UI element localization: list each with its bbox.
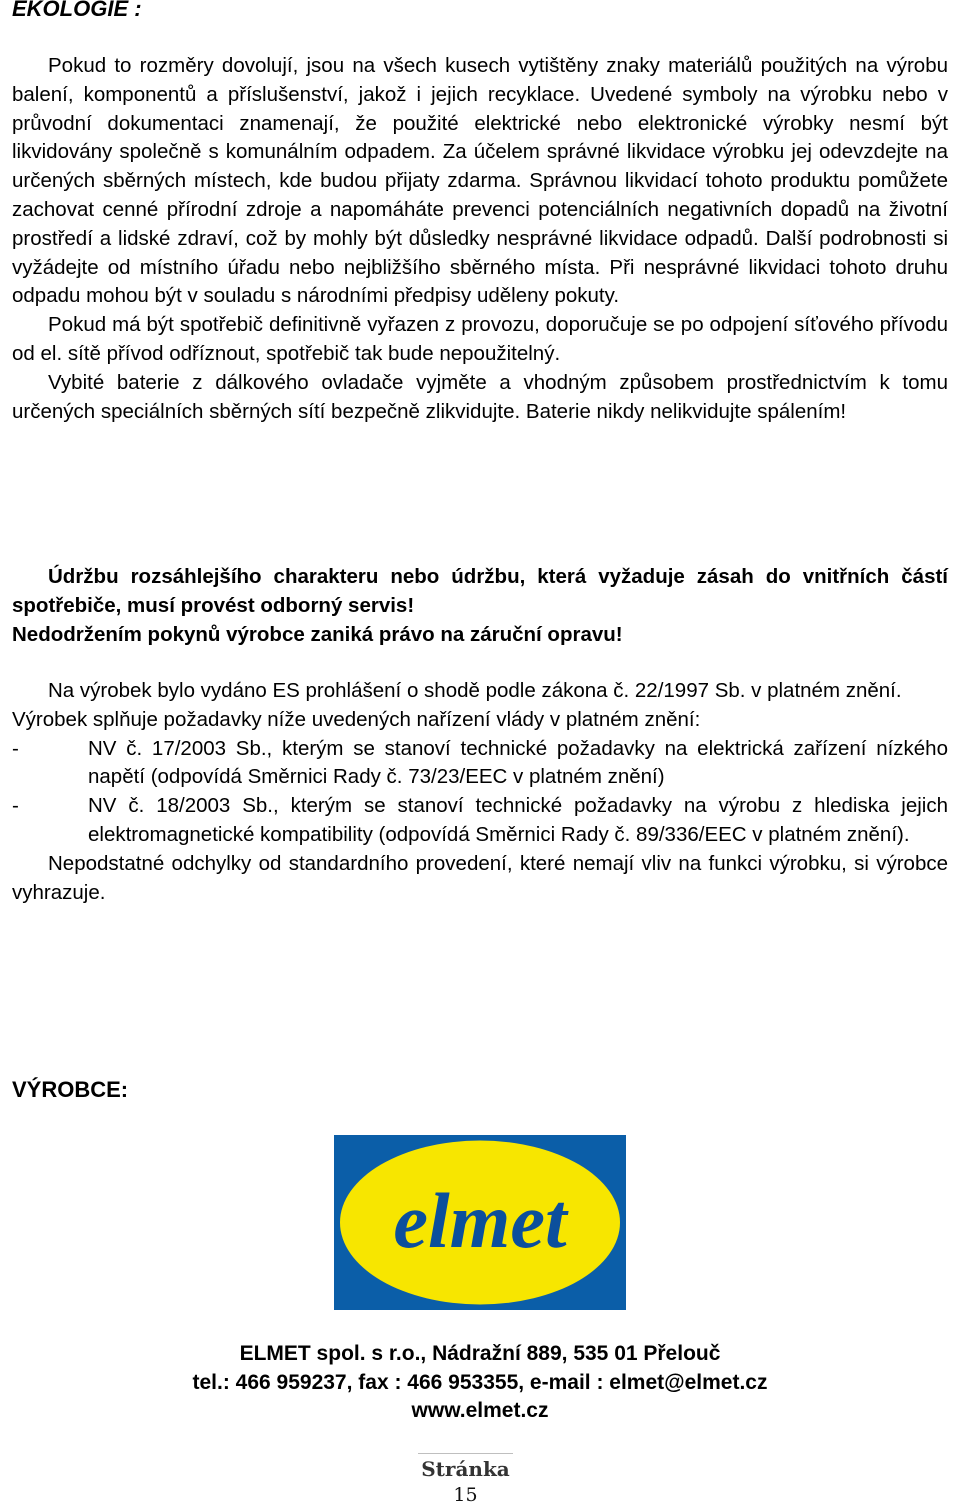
producer-heading: VÝROBCE:	[12, 1077, 129, 1102]
page-number: 15	[453, 1484, 478, 1506]
warranty-warning: Nedodržením pokynů výrobce zaniká právo na záruční opravu!	[12, 622, 623, 646]
ecology-paragraph-batteries: Vybité baterie z dálkového ovladače vyjměte a vhodným způsobem prostřednictvím k tomu určených speciálních sběrných sítí bezpečně zlikvidujte. Baterie nikdy nelikvidujte spálením!	[12, 370, 948, 423]
company-phone-email: tel.: 466 959237, fax : 466 953355, e-mail : elmet@elmet.cz	[192, 1370, 768, 1394]
list-dash: -	[12, 736, 19, 760]
page-footer	[418, 1453, 513, 1508]
regulations-intro: Výrobek splňuje požadavky níže uvedených nařízení vlády v platném znění:	[12, 707, 701, 731]
ecology-section	[12, 52, 948, 426]
list-dash: -	[12, 794, 19, 818]
warning-section	[12, 563, 948, 649]
ecology-heading: EKOLOGIE :	[12, 0, 142, 21]
logo-text: elmet	[393, 1177, 567, 1264]
elmet-logo	[334, 1135, 626, 1310]
company-address: ELMET spol. s r.o., Nádražní 889, 535 01 Přelouč	[239, 1342, 721, 1365]
regulations-list	[12, 735, 948, 850]
manufacturer-disclaimer: Nepodstatné odchylky od standardního provedení, které nemají vliv na funkci výrobku, si výrobce vyhrazuje.	[12, 851, 948, 904]
regulation-item	[12, 792, 948, 850]
company-website: www.elmet.cz	[411, 1399, 549, 1422]
compliance-section	[12, 677, 948, 907]
page-label: Stránka	[421, 1457, 510, 1481]
ecology-paragraph-disposal: Pokud má být spotřebič definitivně vyřazen z provozu, doporučuje se po odpojení síťového přívodu od el. sítě přívod odříznout, spotřebič tak bude nepoužitelný.	[12, 313, 948, 365]
regulation-item	[12, 735, 948, 793]
elmet-logo-graphic	[334, 1135, 626, 1310]
ecology-paragraph-recycling: Pokud to rozměry dovolují, jsou na všech kusech vytištěny znaky materiálů použitých na výrobu balení, komponentů a příslušenství, jakož i jejich recyklace. Uvedené symboly na výrobku nebo v průvodní dokumentaci znamenají, že použité elektrické nebo elektronické výrobky nesmí být likvidovány společně s komunálním odpadem. Za účelem správné likvidace výrobku jej odevzdejte na určených sběrných místech, kde budou přijaty zdarma. Správnou likvidací tohoto produktu pomůžete zachovat cenné přírodní zdroje a napomáháte prevenci potenciálních negativních dopadů na životní prostředí a lidské zdraví, což by mohly být důsledky nesprávné likvidace odpadů. Další podrobnosti si vyžádejte od místního úřadu nebo nejbližšího sběrného místa. Při nesprávné likvidaci tohoto druhu odpadu mohou být v souladu s národními předpisy uděleny pokuty.	[12, 54, 948, 308]
contact-block	[12, 1340, 948, 1426]
regulation-text: NV č. 17/2003 Sb., kterým se stanoví technické požadavky na elektrická zařízení nízkého napětí (odpovídá Směrnici Rady č. 73/23/EEC v platném znění)	[88, 736, 948, 789]
ec-declaration: Na výrobek bylo vydáno ES prohlášení o shodě podle zákona č. 22/1997 Sb. v platném znění.	[48, 679, 902, 702]
service-warning: Údržbu rozsáhlejšího charakteru nebo údržbu, která vyžaduje zásah do vnitřních částí spotřebiče, musí provést odborný servis!	[12, 565, 948, 617]
regulation-text: NV č. 18/2003 Sb., kterým se stanoví technické požadavky na výrobu z hlediska jejich elektromagnetické kompatibility (odpovídá Směrnici Rady č. 89/336/EEC v platném znění).	[88, 794, 948, 846]
